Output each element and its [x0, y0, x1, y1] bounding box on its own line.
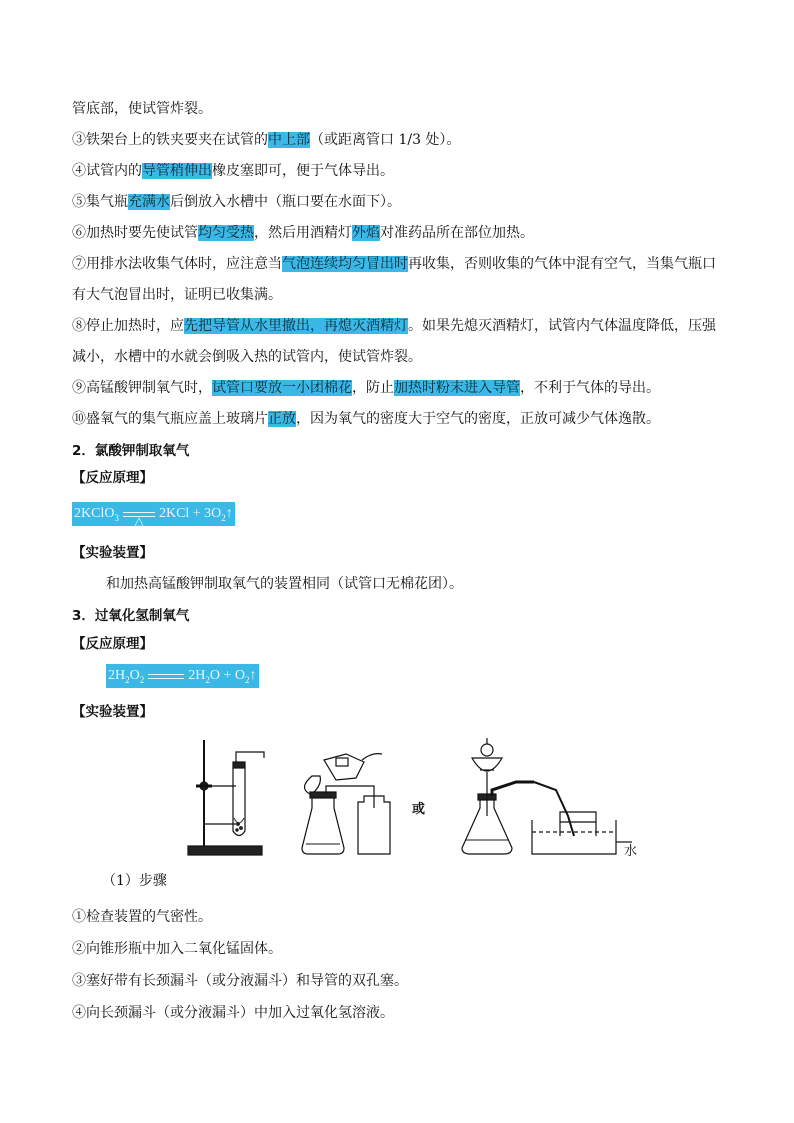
principle-label: 【反应原理】	[72, 636, 153, 652]
reaction-sign	[119, 502, 159, 526]
text-line	[72, 280, 282, 311]
or-label: 或	[412, 802, 426, 817]
line-text: 后倒放入水槽中（瓶口要在水面下）。	[170, 194, 401, 210]
funnel-trough-setup	[462, 738, 632, 854]
eq-sub: 2	[205, 675, 210, 686]
line-text: ⑧停止加热时，应	[72, 318, 184, 334]
step-item: ④向长颈漏斗（或分液漏斗）中加入过氧化氢溶液。	[72, 1005, 394, 1021]
eq-term: O + O	[209, 668, 245, 684]
text-line	[72, 311, 716, 342]
heat-condition: △	[134, 514, 144, 528]
text-line	[72, 156, 394, 187]
line-text: ⑨高锰酸钾制氧气时，	[72, 380, 212, 396]
highlight: 加热时粉末进入导管	[394, 380, 520, 396]
line-text: （或距离管口 1/3 处）。	[310, 132, 461, 148]
eq-sub: 3	[114, 513, 119, 524]
text-line	[72, 94, 212, 125]
line-text: 对准药品所在部位加热。	[380, 225, 534, 241]
step-item: ②向锥形瓶中加入二氧化锰固体。	[72, 941, 282, 957]
apparatus-figure	[186, 736, 646, 866]
text-line	[72, 404, 660, 435]
line-text: 减小，水槽中的水就会倒吸入热的试管内，使试管炸裂。	[72, 349, 422, 365]
text-line	[72, 187, 401, 218]
principle-label: 【反应原理】	[72, 470, 153, 486]
text-line	[72, 125, 460, 156]
line-text: ，因为氧气的密度大于空气的密度，正放可减少气体逸散。	[296, 411, 660, 427]
gas-arrow: ↑	[249, 668, 257, 684]
iron-stand-setup	[188, 740, 264, 855]
line-text: 有大气泡冒出时，证明已收集满。	[72, 287, 282, 303]
line-text: 。如果先熄灭酒精灯，试管内气体温度降低，压强	[408, 318, 716, 334]
step-item: ③塞好带有长颈漏斗（或分液漏斗）和导管的双孔塞。	[72, 973, 408, 989]
line-text: 橡皮塞即可，便于气体导出。	[212, 163, 394, 179]
section-title: 2．氯酸钾制取氧气	[72, 443, 190, 459]
line-text: ，然后用酒精灯	[254, 225, 352, 241]
highlight: 先把导管从水里撤出，再熄灭酒精灯	[184, 318, 408, 334]
gas-arrow: ↑	[225, 506, 233, 522]
eq-term: 2KClO	[74, 506, 115, 522]
eq-sub: 2	[245, 675, 250, 686]
highlight: 气泡连续均匀冒出时	[282, 256, 408, 272]
text-line	[72, 373, 660, 404]
line-text: 再收集，否则收集的气体中混有空气，当集气瓶口	[408, 256, 716, 272]
flask-jar-setup	[302, 754, 390, 854]
steps-title: （1）步骤	[102, 873, 167, 889]
apparatus-label: 【实验装置】	[72, 545, 153, 561]
eq-term: 2H	[188, 668, 206, 684]
highlight: 外焰	[352, 225, 380, 241]
text-line: 和加热高锰酸钾制取氧气的装置相同（试管口无棉花团）。	[106, 576, 463, 592]
equation-box	[106, 664, 259, 688]
text-line	[72, 342, 422, 373]
section-title: 3．过氧化氢制氧气	[72, 608, 190, 624]
highlight: 正放	[268, 411, 296, 427]
equation-h2o2	[106, 664, 259, 688]
line-text: ⑦用排水法收集气体时，应注意当	[72, 256, 282, 272]
text-line	[72, 218, 534, 249]
line-text: ⑩盛氧气的集气瓶应盖上玻璃片	[72, 411, 268, 427]
reaction-sign	[144, 664, 188, 688]
line-text: ④试管内的	[72, 163, 142, 179]
eq-sub: 2	[139, 675, 145, 686]
line-text: 管底部，使试管炸裂。	[72, 101, 212, 117]
highlight: 充满水	[128, 194, 170, 210]
eq-term: O	[129, 668, 140, 684]
eq-sub: 2	[125, 675, 130, 686]
highlight: 试管口要放一小团棉花	[212, 380, 352, 396]
line-text: ，防止	[352, 380, 394, 396]
equation-kclo3	[72, 502, 235, 526]
highlight: 均匀受热	[198, 225, 254, 241]
highlight: 中上部	[268, 132, 310, 148]
line-text: ，不利于气体的导出。	[520, 380, 660, 396]
text-line	[72, 249, 716, 280]
line-text: ③铁架台上的铁夹要夹在试管的	[72, 132, 268, 148]
water-label: 水	[624, 844, 638, 859]
apparatus-label: 【实验装置】	[72, 704, 153, 720]
line-text: ⑥加热时要先使试管	[72, 225, 198, 241]
eq-sub: 2	[221, 513, 226, 524]
eq-term: 2H	[108, 668, 126, 684]
step-item: ①检查装置的气密性。	[72, 909, 212, 925]
equation-box	[72, 502, 235, 526]
highlight: 导管稍伸出	[142, 163, 212, 179]
line-text: ⑤集气瓶	[72, 194, 128, 210]
eq-term: 2KCl + 3O	[158, 506, 222, 522]
